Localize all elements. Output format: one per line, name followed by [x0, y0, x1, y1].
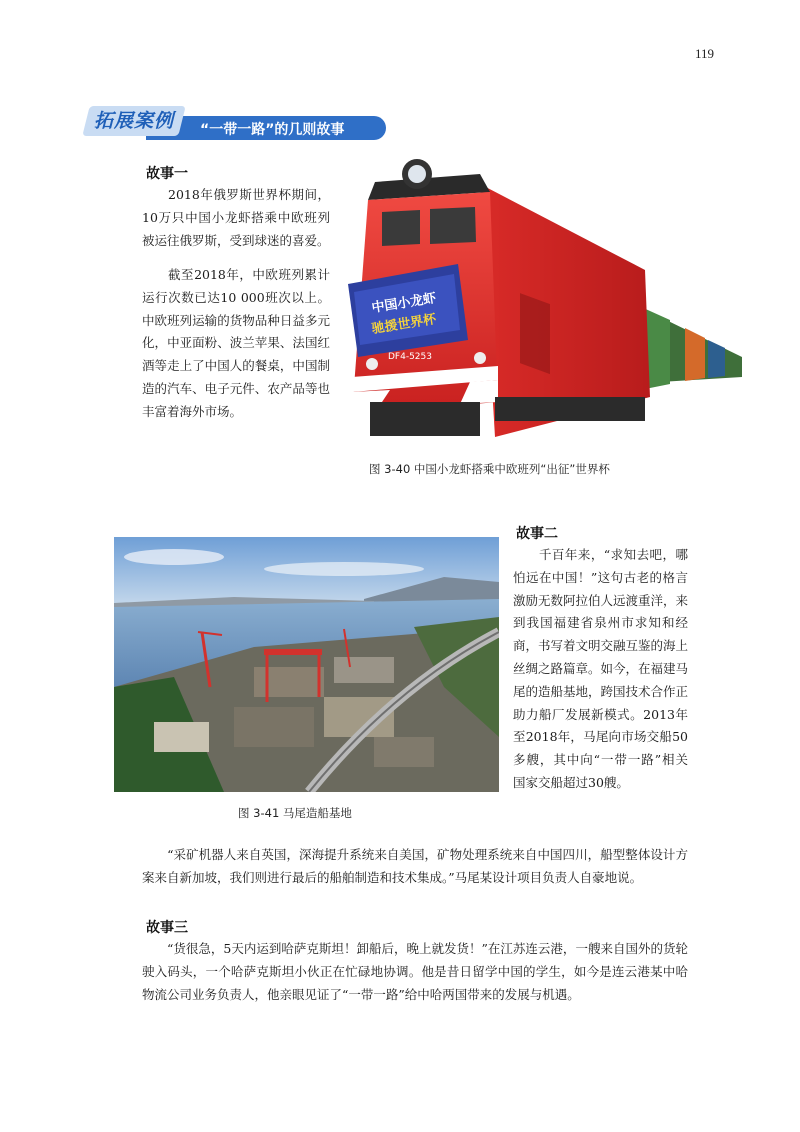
shipyard-photo	[114, 537, 499, 792]
figure-locomotive	[330, 152, 745, 447]
story1-paragraph-1: 2018年俄罗斯世界杯期间，10万只中国小龙虾搭乘中欧班列被运往俄罗斯，受到球迷的喜爱。	[142, 187, 330, 248]
locomotive-plate: DF4-5253	[388, 352, 432, 362]
story1-paragraph-2: 截至2018年，中欧班列累计运行次数已达10 000班次以上。中欧班列运输的货物品种日益多元化，中亚面粉、波兰苹果、法国红酒等走上了中国人的餐桌，中国制造的汽车、电子元件、农产品等也丰富着海外市场。	[142, 267, 330, 419]
page-number: 119	[694, 46, 714, 61]
banner-line-1: 中国小龙虾	[370, 291, 438, 317]
figure-shipyard	[114, 537, 499, 792]
figure1-caption: 图 3-40 中国小龙虾搭乘中欧班列“出征”世界杯	[369, 462, 610, 476]
section-header	[86, 102, 386, 142]
section-tag: 拓展案例	[94, 110, 175, 132]
designer-quote-paragraph: “采矿机器人来自英国，深海提升系统来自美国，矿物处理系统来自中国四川，船型整体设计方案来自新加坡，我们则进行最后的船舶制造和技术集成。”马尾某设计项目负责人自豪地说。	[142, 847, 688, 885]
story1-title: 故事一	[146, 166, 188, 182]
banner-line-2: 驰援世界杯	[370, 312, 438, 338]
story2-paragraph: 千百年来，“求知去吧，哪怕远在中国！”这句古老的格言激励无数阿拉伯人远渡重洋，来到我国福建省泉州市求知和经商，书写着文明交融互鉴的海上丝绸之路篇章。如今，在福建马尾的造船基地，跨国技术合作正助力船厂发展新模式。2013年至2018年，马尾向市场交船50多艘，其中向“一带一路”相关国家交船超过30艘。	[513, 547, 689, 790]
locomotive-illustration	[330, 152, 745, 447]
story2-title: 故事二	[516, 526, 558, 542]
section-title: “一带一路”的几则故事	[200, 122, 345, 138]
story3-title: 故事三	[146, 920, 188, 936]
story3-paragraph: “货很急，5天内运到哈萨克斯坦！卸船后，晚上就发货！”在江苏连云港，一艘来自国外的货轮驶入码头，一个哈萨克斯坦小伙正在忙碌地协调。他是昔日留学中国的学生，如今是连云港某中哈物流公司业务负责人，他亲眼见证了“一带一路”给中哈两国带来的发展与机遇。	[142, 941, 688, 1002]
figure2-caption: 图 3-41 马尾造船基地	[238, 806, 352, 820]
